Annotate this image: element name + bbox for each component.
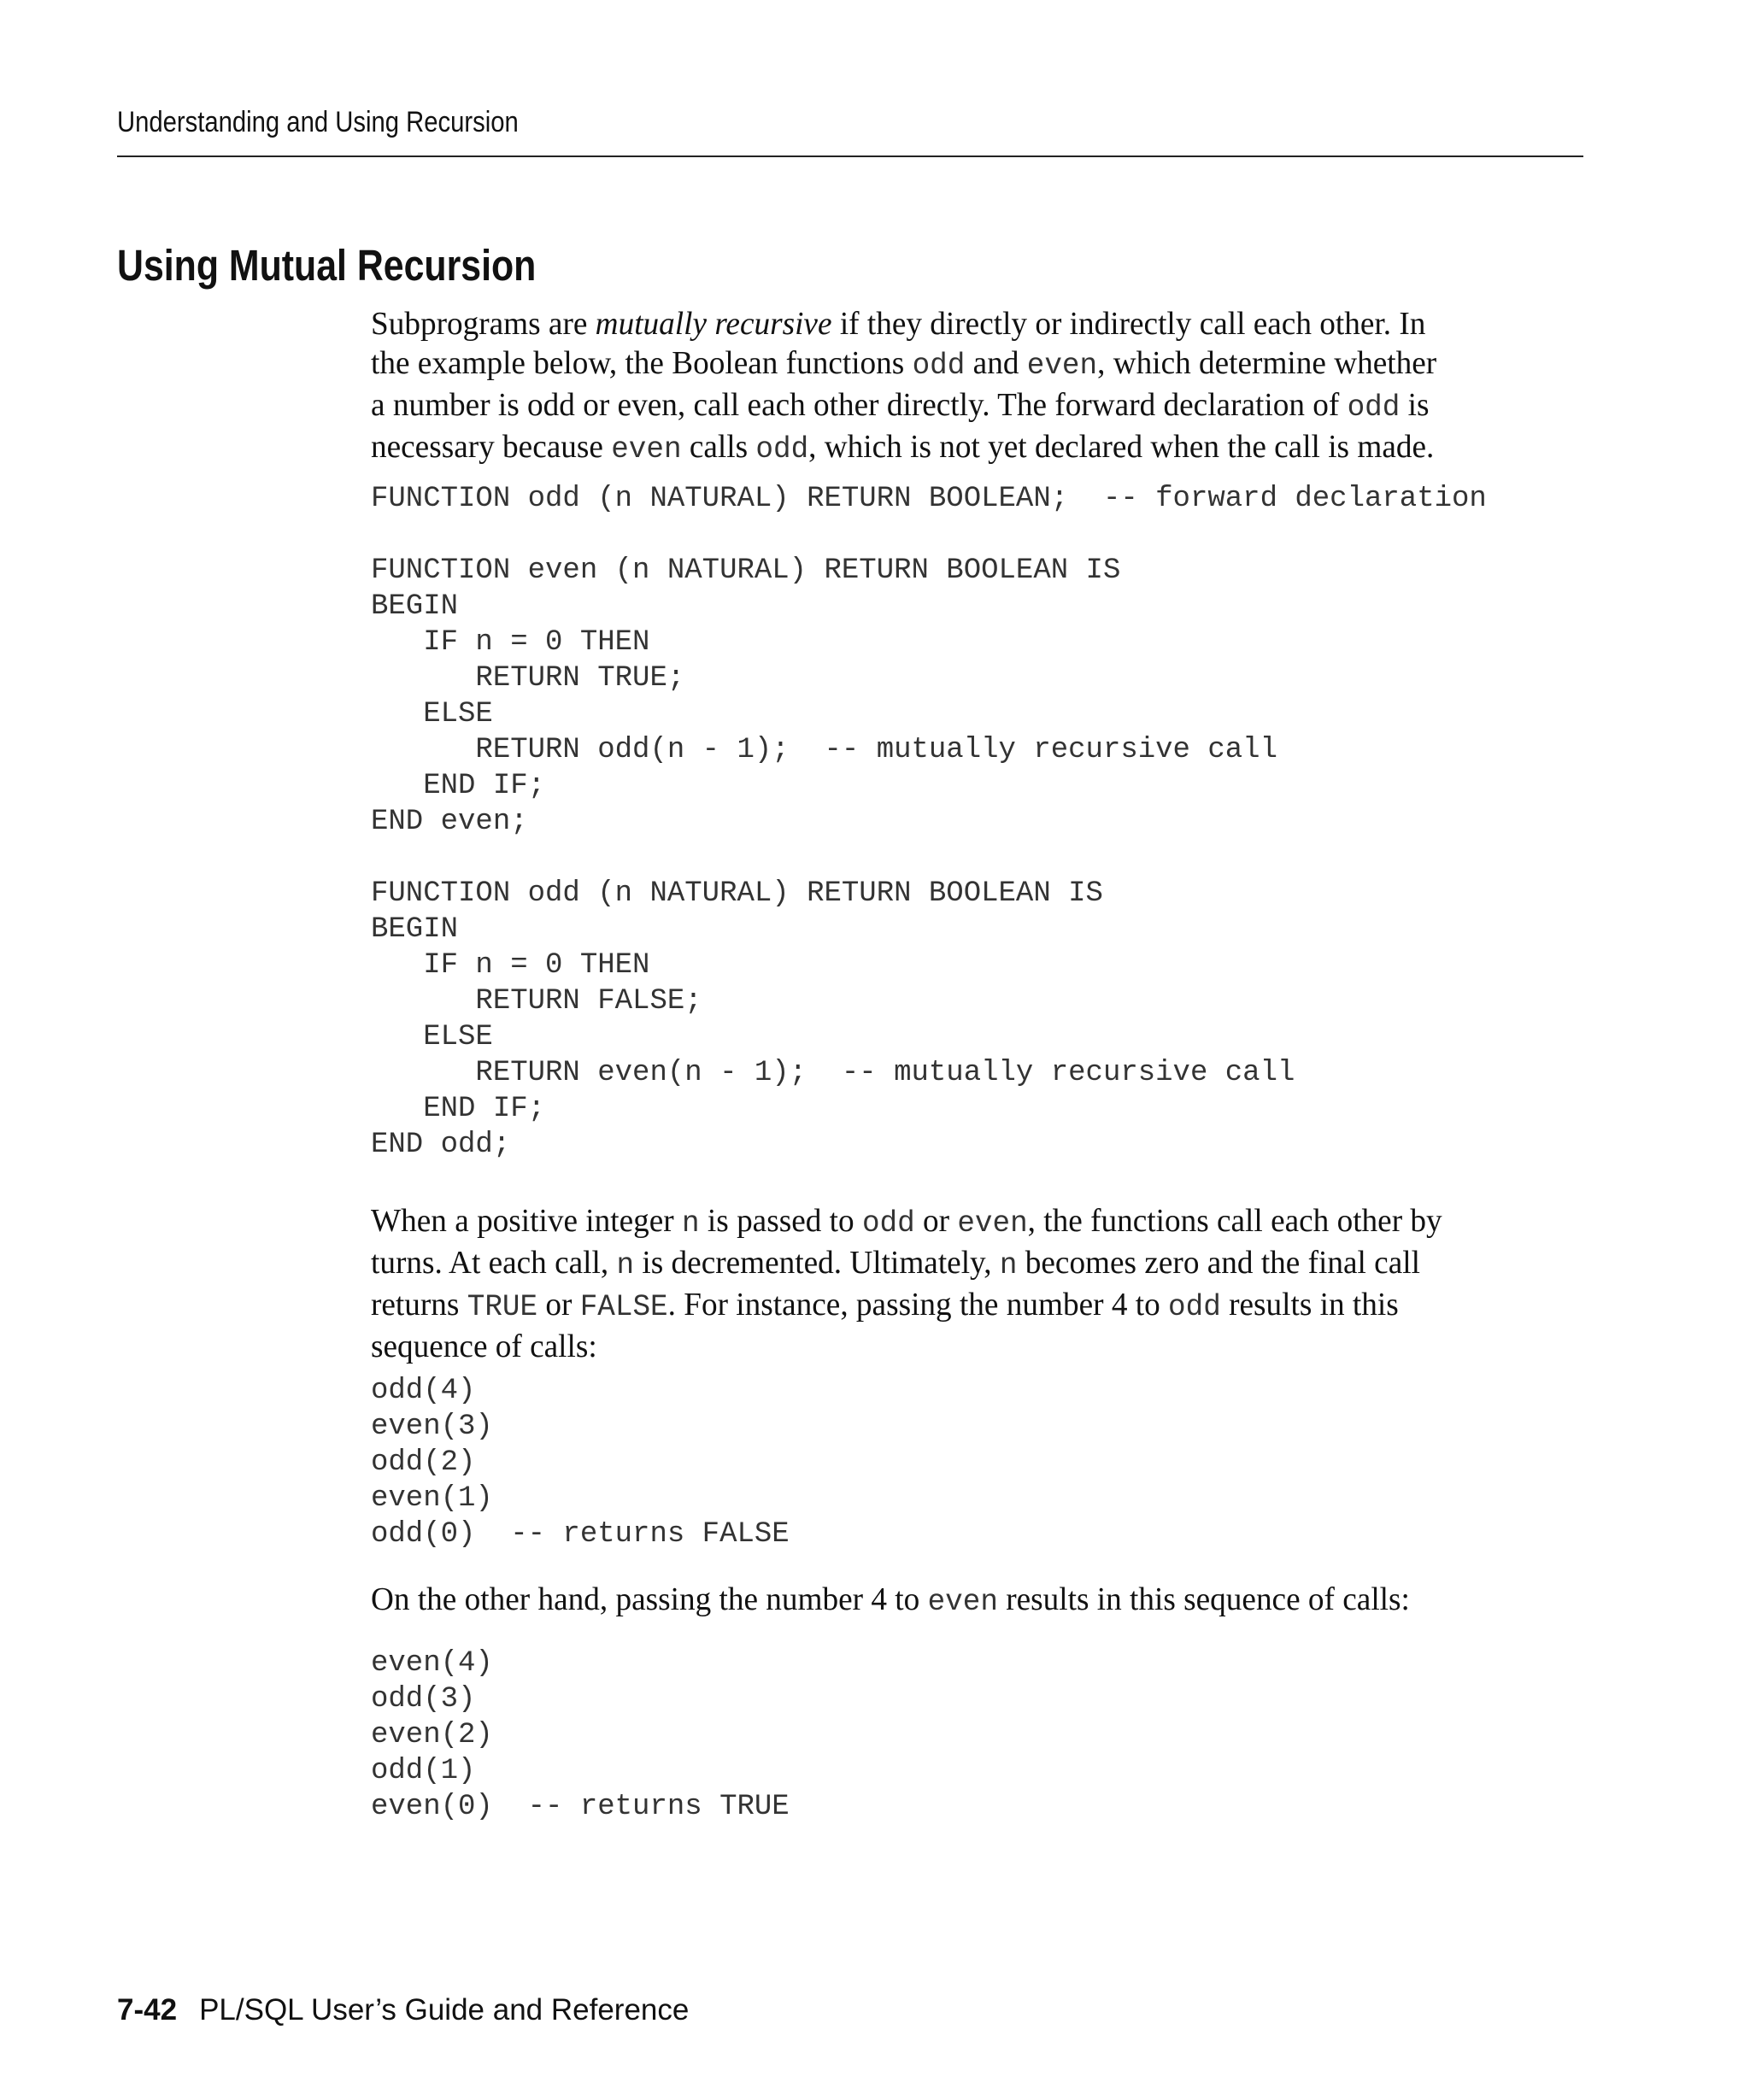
- other-hand-paragraph: [371, 1580, 1410, 1622]
- code-line: even(2): [371, 1719, 493, 1751]
- explanation-line-2: turns. At each call, n is decremented. Ultimately, n becomes zero and the final call: [371, 1245, 1420, 1282]
- page-footer: [117, 1993, 689, 2027]
- running-header: Understanding and Using Recursion: [117, 106, 519, 138]
- explanation-paragraph: [371, 1201, 1442, 1366]
- code-line: odd(2): [371, 1446, 476, 1479]
- code-line: END IF;: [371, 770, 546, 802]
- code-line: ELSE: [371, 1021, 493, 1053]
- code-line: even(1): [371, 1482, 493, 1515]
- intro-line-3: a number is odd or even, call each other directly. The forward declaration of odd is: [371, 387, 1430, 425]
- code-line: odd(4): [371, 1375, 476, 1407]
- intro-line-2: the example below, the Boolean functions odd and even, which determine whether: [371, 345, 1437, 383]
- code-line: IF n = 0 THEN: [371, 949, 650, 982]
- code-odd-call-sequence: [371, 1373, 790, 1552]
- code-functions: [371, 481, 1487, 1163]
- explanation-line-4: sequence of calls:: [371, 1329, 597, 1364]
- intro-paragraph: [371, 304, 1436, 469]
- book-title: PL/SQL User’s Guide and Reference: [199, 1993, 690, 2027]
- page-number: 7-42: [117, 1993, 178, 2027]
- code-line: RETURN even(n - 1); -- mutually recursive call: [371, 1057, 1295, 1089]
- code-line: RETURN TRUE;: [371, 662, 685, 695]
- code-line: RETURN odd(n - 1); -- mutually recursive call: [371, 734, 1277, 766]
- code-line: END even;: [371, 806, 528, 838]
- other-hand-line: On the other hand, passing the number 4 to even results in this sequence of calls:: [371, 1581, 1410, 1619]
- explanation-line-3: returns TRUE or FALSE. For instance, passing the number 4 to odd results in this: [371, 1287, 1399, 1324]
- code-line: BEGIN: [371, 913, 459, 946]
- code-line: even(3): [371, 1411, 493, 1443]
- code-line: odd(3): [371, 1683, 476, 1716]
- code-line: odd(0) -- returns FALSE: [371, 1518, 790, 1551]
- code-line: FUNCTION even (n NATURAL) RETURN BOOLEAN IS: [371, 554, 1121, 587]
- code-line: even(0) -- returns TRUE: [371, 1791, 790, 1823]
- code-line: even(4): [371, 1647, 493, 1680]
- code-line: BEGIN: [371, 590, 459, 623]
- header-rule: [117, 155, 1583, 157]
- code-line: RETURN FALSE;: [371, 985, 702, 1018]
- intro-line-4: necessary because even calls odd, which is not yet declared when the call is made.: [371, 429, 1435, 466]
- code-line: END IF;: [371, 1093, 546, 1125]
- code-line: IF n = 0 THEN: [371, 626, 650, 659]
- intro-line-1: Subprograms are mutually recursive if they directly or indirectly call each other. In: [371, 306, 1426, 342]
- code-line: FUNCTION odd (n NATURAL) RETURN BOOLEAN IS: [371, 877, 1103, 910]
- code-line: ELSE: [371, 698, 493, 730]
- code-even-call-sequence: [371, 1645, 790, 1825]
- explanation-line-1: When a positive integer n is passed to odd or even, the functions call each other by: [371, 1203, 1442, 1241]
- section-title: Using Mutual Recursion: [117, 241, 537, 290]
- code-line: END odd;: [371, 1129, 511, 1161]
- code-line: FUNCTION odd (n NATURAL) RETURN BOOLEAN; -- forward declaration: [371, 483, 1487, 515]
- code-line: odd(1): [371, 1755, 476, 1787]
